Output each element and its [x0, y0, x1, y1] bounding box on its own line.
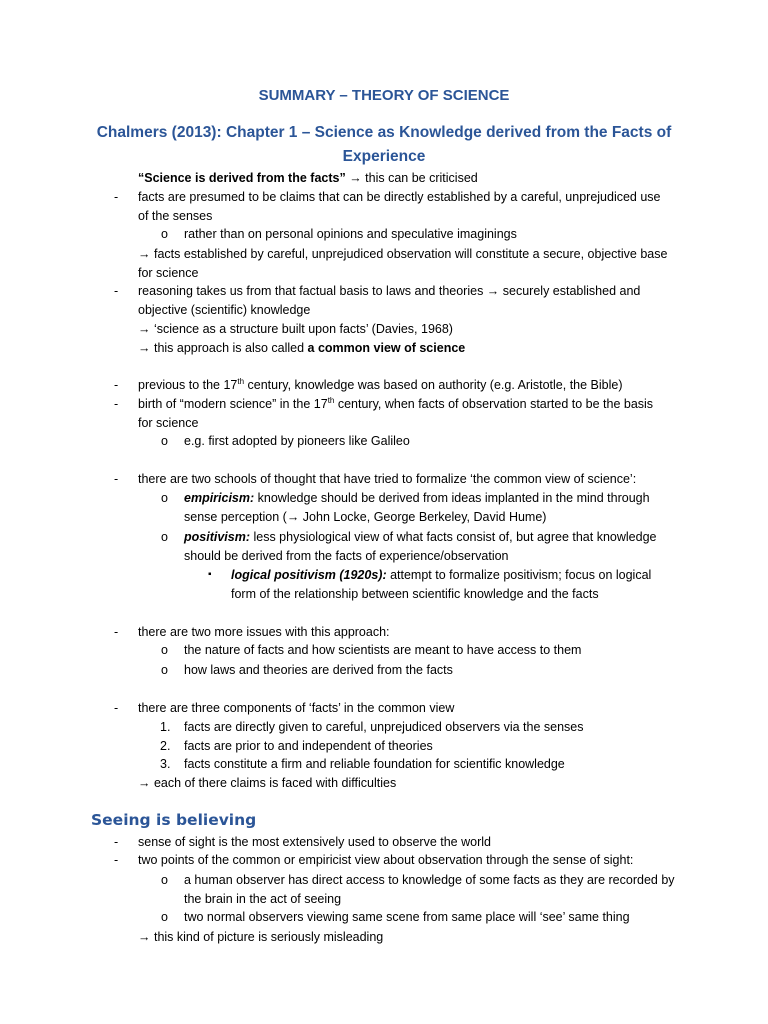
arrow-note-text: → this approach is also called	[138, 341, 308, 355]
arrow-note: → ‘science as a structure built upon facts’ (Davies, 1968)	[138, 322, 453, 336]
numbered-item: facts are directly given to careful, unprejudiced observers via the senses	[184, 720, 584, 734]
bullet-circle: o	[161, 643, 168, 657]
term-empiricism: empiricism:	[184, 491, 255, 505]
bullet-dash: -	[114, 190, 119, 204]
list-item: two points of the common or empiricist view about observation through the sense of sight:	[138, 853, 634, 867]
sub-list-item: e.g. first adopted by pioneers like Galileo	[184, 434, 410, 448]
chapter-heading: Chalmers (2013): Chapter 1 – Science as Knowledge derived from the Facts of Experience	[96, 124, 672, 165]
number-marker: 1.	[160, 720, 171, 734]
sub-list-item: rather than on personal opinions and speculative imaginings	[184, 227, 517, 241]
section-heading: Seeing is believing	[91, 811, 257, 829]
sub-list-item	[184, 528, 674, 565]
term-positivism: positivism:	[184, 530, 250, 544]
bullet-circle: o	[161, 227, 168, 241]
quote-rest: → this can be criticised	[349, 171, 478, 185]
bullet-dash: -	[114, 625, 119, 639]
numbered-item: facts constitute a firm and reliable foundation for scientific knowledge	[184, 757, 565, 771]
sub-list-item: a human observer has direct access to knowledge of some facts as they are recorded by the brain in the act of seeing	[184, 873, 675, 906]
bullet-circle: o	[161, 873, 168, 887]
term-definition: less physiological view of what facts consist of, but agree that knowledge should be derived from the facts of experience/observation	[184, 530, 657, 563]
sub-list-item: how laws and theories are derived from the facts	[184, 663, 453, 677]
bullet-circle: o	[161, 530, 168, 544]
term-logical-positivism: logical positivism (1920s):	[231, 568, 387, 582]
list-item: sense of sight is the most extensively used to observe the world	[138, 835, 491, 849]
list-item-text: previous to the 17	[138, 378, 238, 392]
sub-list-item: two normal observers viewing same scene from same place will ‘see’ same thing	[184, 910, 630, 924]
sub-list-item: the nature of facts and how scientists are meant to have access to them	[184, 643, 582, 657]
quote-line	[138, 169, 478, 188]
list-item: there are three components of ‘facts’ in the common view	[138, 701, 455, 715]
sub-list-item	[184, 489, 674, 526]
list-item: there are two more issues with this approach:	[138, 625, 390, 639]
sub-sub-list-item	[231, 566, 671, 603]
bullet-dash: -	[114, 701, 119, 715]
list-item	[138, 395, 668, 432]
number-marker: 3.	[160, 757, 171, 771]
superscript: th	[327, 395, 335, 405]
bullet-dash: -	[114, 284, 119, 298]
number-marker: 2.	[160, 739, 171, 753]
list-item-text: birth of “modern science” in the 17	[138, 397, 328, 411]
superscript: th	[237, 376, 245, 386]
list-item: reasoning takes us from that factual basis to laws and theories → securely established and objective (scientific) knowledge	[138, 284, 641, 317]
list-item: there are two schools of thought that have tried to formalize ‘the common view of science’:	[138, 472, 637, 486]
bullet-circle: o	[161, 434, 168, 448]
numbered-item: facts are prior to and independent of theories	[184, 739, 433, 753]
bullet-circle: o	[161, 663, 168, 677]
arrow-note-bold: a common view of science	[307, 341, 466, 355]
list-item-text: century, when facts of observation started to be the basis for science	[138, 397, 654, 430]
bullet-circle: o	[161, 910, 168, 924]
bullet-square: ▪	[208, 569, 212, 580]
bullet-dash: -	[114, 835, 119, 849]
bullet-dash: -	[114, 397, 119, 411]
list-item	[138, 376, 623, 395]
arrow-note: → this kind of picture is seriously misleading	[138, 930, 384, 944]
quote-text: “Science is derived from the facts”	[138, 171, 346, 185]
term-definition: attempt to formalize positivism; focus on logical form of the relationship between scientific knowledge and the facts	[231, 568, 652, 601]
bullet-dash: -	[114, 472, 119, 486]
list-item: facts are presumed to be claims that can be directly established by a careful, unprejudiced use of the senses	[138, 190, 661, 223]
bullet-dash: -	[114, 378, 119, 392]
term-definition: knowledge should be derived from ideas implanted in the mind through sense perception (→ John Locke, George Berkeley, David Hume)	[184, 491, 650, 524]
arrow-note: → each of there claims is faced with difficulties	[138, 776, 397, 790]
page-title: SUMMARY – THEORY OF SCIENCE	[258, 87, 510, 104]
list-item-text: century, knowledge was based on authority (e.g. Aristotle, the Bible)	[244, 378, 623, 392]
bullet-circle: o	[161, 491, 168, 505]
bullet-dash: -	[114, 853, 119, 867]
arrow-note: → facts established by careful, unprejudiced observation will constitute a secure, objective base for science	[138, 247, 668, 280]
arrow-note	[138, 339, 465, 358]
